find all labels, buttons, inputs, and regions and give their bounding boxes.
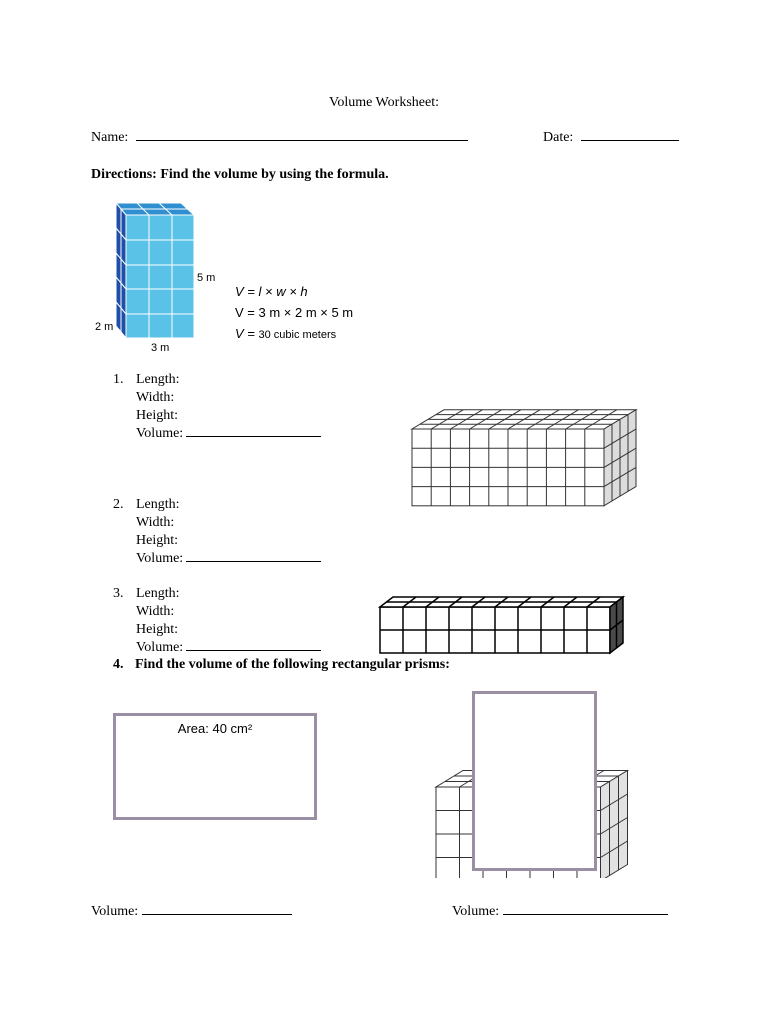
area-box — [113, 713, 317, 820]
formula-line-3-prefix: V = — [235, 326, 255, 341]
question-4 — [113, 657, 450, 673]
example-prism-front — [126, 215, 194, 338]
volume-right-label: Volume: — [452, 904, 500, 919]
date-label: Date: — [543, 130, 574, 145]
question-3 — [113, 585, 353, 665]
formula-line-3 — [235, 326, 336, 341]
question-2 — [113, 496, 353, 576]
question-1 — [113, 371, 353, 451]
question-3-volume-label: Volume: — [136, 640, 184, 655]
length-label: 3 m — [151, 342, 170, 354]
volume-left-field[interactable] — [142, 914, 292, 915]
date-field[interactable] — [581, 140, 679, 141]
formula-line-3-rest: 30 cubic meters — [258, 329, 337, 341]
question-2-width: Width: — [136, 515, 175, 530]
question-1-number: 1. — [113, 372, 124, 387]
question-1-volume-label: Volume: — [136, 426, 184, 441]
question-4-number: 4. — [113, 657, 124, 672]
directions-text: Directions: Find the volume by using the formula. — [91, 167, 389, 182]
question-3-length: Length: — [136, 586, 180, 601]
question-3-width: Width: — [136, 604, 175, 619]
date-row — [543, 130, 679, 146]
question-2-number: 2. — [113, 497, 124, 512]
area-label: Area: 40 cm² — [177, 721, 253, 736]
question-2-height: Height: — [136, 533, 178, 548]
question-3-number: 3. — [113, 586, 124, 601]
volume-right-field[interactable] — [503, 914, 668, 915]
volume-row-right — [452, 904, 668, 920]
question-2-volume-field[interactable] — [186, 561, 321, 562]
question-1-volume-field[interactable] — [186, 436, 321, 437]
height-label: 5 m — [197, 272, 216, 284]
name-row — [91, 130, 468, 146]
name-label: Name: — [91, 130, 129, 145]
tall-box — [472, 691, 597, 871]
question-2-volume-label: Volume: — [136, 551, 184, 566]
prism-figure-2 — [376, 588, 638, 656]
formula-line-1: V = l × w × h — [235, 284, 308, 299]
volume-left-label: Volume: — [91, 904, 139, 919]
prism-figure-1 — [408, 405, 643, 513]
volume-row-left — [91, 904, 292, 920]
question-1-length: Length: — [136, 372, 180, 387]
name-field[interactable] — [136, 140, 468, 141]
question-1-width: Width: — [136, 390, 175, 405]
question-3-volume-field[interactable] — [186, 650, 321, 651]
question-3-height: Height: — [136, 622, 178, 637]
formula-line-2: V = 3 m × 2 m × 5 m — [235, 305, 354, 320]
question-4-text: Find the volume of the following rectangular prisms: — [135, 657, 450, 672]
question-2-length: Length: — [136, 497, 180, 512]
question-1-height: Height: — [136, 408, 178, 423]
worksheet-title: Volume Worksheet: — [329, 95, 439, 110]
width-label: 2 m — [95, 321, 114, 333]
prism-side-face — [601, 771, 628, 879]
